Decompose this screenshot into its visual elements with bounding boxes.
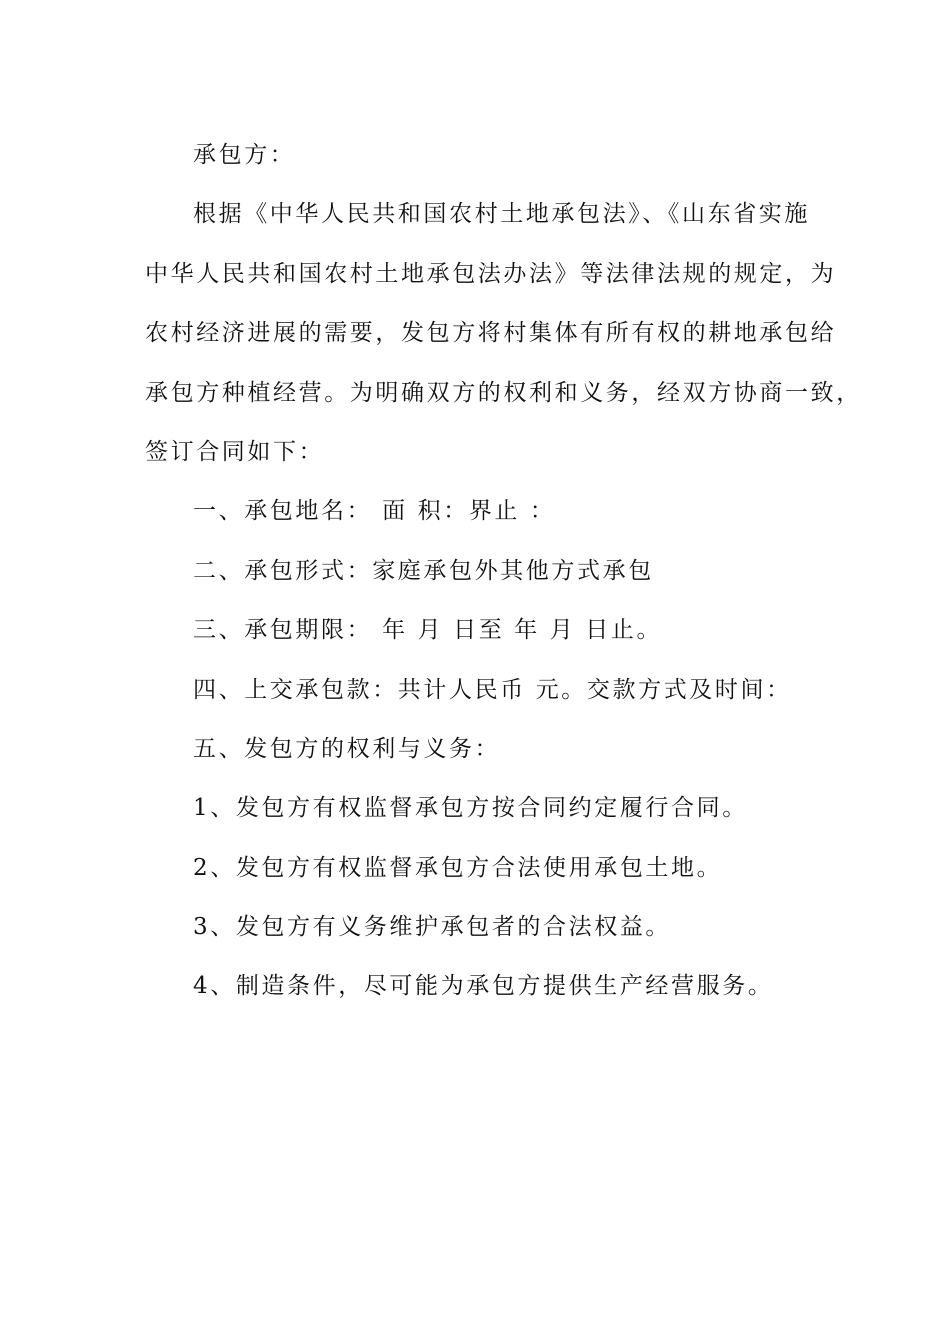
preamble-paragraph-line: 农村经济进展的需要，发包方将村集体有所有权的耕地承包给 bbox=[145, 320, 837, 347]
clause-contract-form: 二、承包形式：家庭承包外其他方式承包 bbox=[193, 557, 654, 584]
clause-payment: 四、上交承包款：共计人民币 元。交款方式及时间： bbox=[193, 676, 792, 703]
clause-land-name: 一、承包地名： 面 积：界止 ： bbox=[193, 498, 556, 525]
rights-item: 3、发包方有义务维护承包者的合法权益。 bbox=[193, 914, 672, 941]
preamble-paragraph-line: 签订合同如下： bbox=[145, 438, 325, 465]
party-b-label: 承包方： bbox=[193, 142, 296, 168]
clause-employer-rights-heading: 五、发包方的权利与义务： bbox=[193, 735, 501, 762]
rights-item: 4、制造条件，尽可能为承包方提供生产经营服务。 bbox=[193, 973, 774, 1000]
rights-item: 2、发包方有权监督承包方合法使用承包土地。 bbox=[193, 854, 723, 881]
rights-item: 1、发包方有权监督承包方按合同约定履行合同。 bbox=[193, 795, 748, 822]
preamble-paragraph-line: 根据《中华人民共和国农村土地承包法》、《山东省实施 bbox=[193, 201, 810, 228]
clause-contract-term: 三、承包期限： 年 月 日至 年 月 日止。 bbox=[193, 617, 663, 644]
preamble-paragraph-line: 承包方种植经营。为明确双方的权利和义务，经双方协商一致， bbox=[145, 379, 862, 406]
preamble-paragraph-line: 中华人民共和国农村土地承包法办法》等法律法规的规定，为 bbox=[145, 260, 837, 287]
document-body bbox=[145, 126, 862, 1017]
